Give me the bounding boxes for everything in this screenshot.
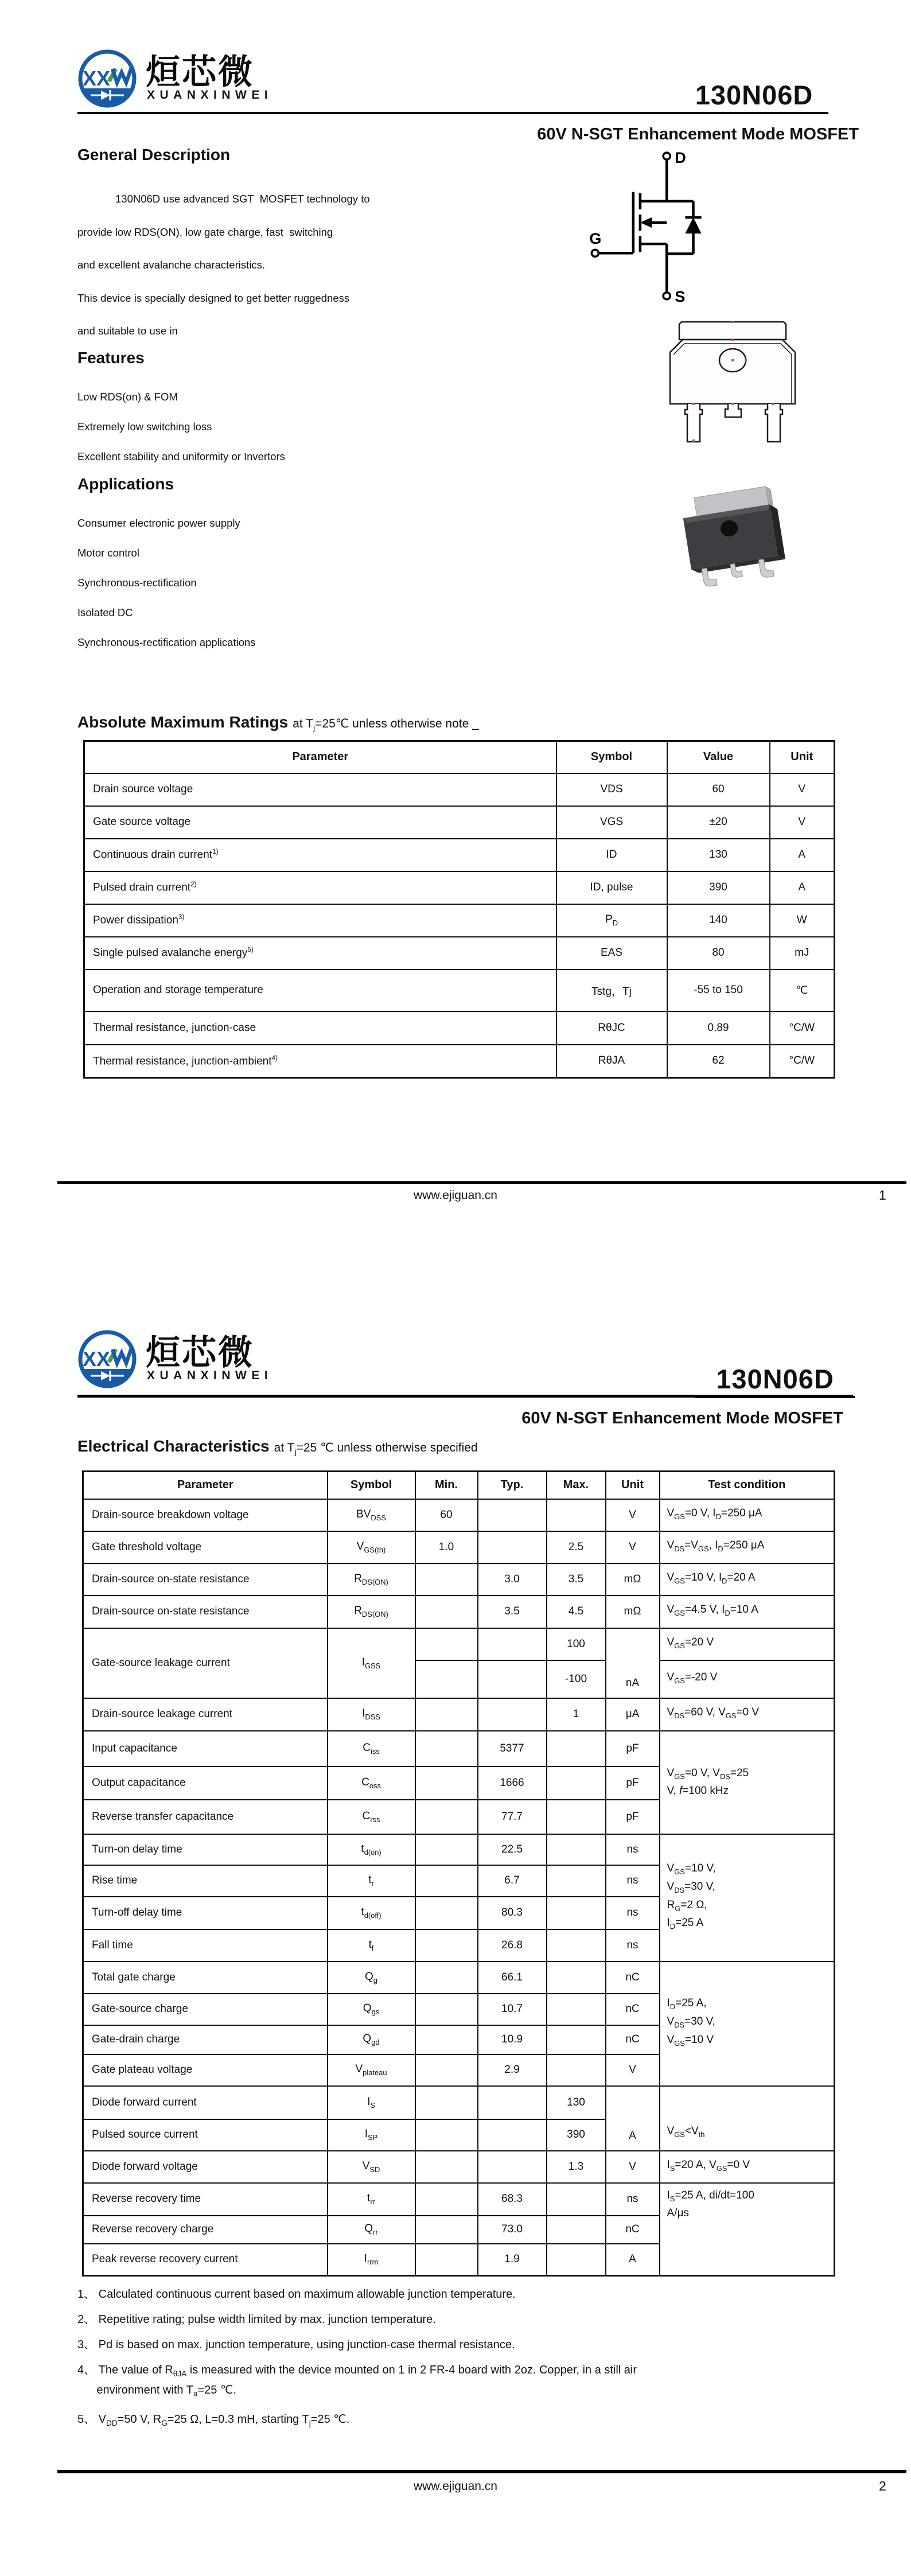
table-cell: °C/W [770, 1045, 835, 1078]
footer-rule-p1 [57, 1181, 906, 1184]
table-cell: A [606, 2244, 660, 2276]
table-cell: Drain-source on-state resistance [83, 1596, 328, 1628]
table-cell [478, 2119, 547, 2151]
note-item: 4、 The value of $R_{\theta JA}$ is measured with the device mounted on 1 in 2 FR-4 board with 2oz. Copper, in a still air environment with $T_a=25$ ℃. [77, 2364, 637, 2398]
drain-label: D [675, 149, 686, 167]
column-header: Value [667, 741, 770, 773]
table-cell: Drain-source on-state resistance [83, 1563, 328, 1596]
table-cell: Peak reverse recovery current [83, 2244, 328, 2276]
subtitle-p1: 60V N-SGT Enhancement Mode MOSFET [537, 125, 859, 143]
general-description-title: General Description [77, 146, 231, 164]
table-cell: VGS [556, 806, 667, 839]
table-cell: -55 to 150 [667, 970, 770, 1011]
elec-char-condition: at $T_j=25$ ℃ unless otherwise specified [274, 1441, 478, 1457]
column-header: Typ. [478, 1472, 547, 1499]
table-cell [547, 2244, 606, 2276]
table-row [84, 1045, 835, 1078]
table-cell: $C_{oss}$ [328, 1766, 415, 1800]
table-cell: ns [606, 1865, 660, 1897]
table-cell: Output capacitance [83, 1766, 328, 1800]
table-cell: $V_{GS}<V_{th}$ [660, 2086, 835, 2151]
table-cell [415, 1596, 478, 1628]
part-number-title-p2: 130N06D [695, 1363, 855, 1398]
table-row [83, 1499, 835, 1531]
table-cell: $V_{plateau}$ [328, 2054, 415, 2086]
table-cell: 4.5 [547, 1596, 606, 1628]
table-cell [547, 1766, 606, 1800]
table-cell [415, 2216, 478, 2244]
table-cell: 10.9 [478, 2025, 547, 2054]
table-cell [415, 1834, 478, 1865]
table-cell: pF [606, 1766, 660, 1800]
table-row [83, 1563, 835, 1596]
table-row [84, 773, 835, 806]
table-cell: pF [606, 1731, 660, 1766]
application-item: Synchronous-rectification [77, 577, 197, 589]
table-cell [415, 1766, 478, 1800]
table-cell: 68.3 [478, 2183, 547, 2216]
table-cell: $t_f$ [328, 1929, 415, 1962]
table-cell [478, 1628, 547, 1660]
table-cell: nA [606, 1628, 660, 1698]
table-row [84, 1011, 835, 1045]
general-description-paragraph [77, 182, 536, 348]
table-cell: 60 [415, 1499, 478, 1531]
table-cell: $V_{GS(th)}$ [328, 1531, 415, 1563]
table-cell: Continuous drain current$^{1)}$ [84, 839, 556, 871]
table-cell: $Q_{gd}$ [328, 2025, 415, 2054]
footer-url-p1: www.ejiguan.cn [414, 1189, 497, 1202]
table-cell: Thermal resistance, junction-ambient$^{4)}$ [84, 1045, 556, 1078]
table-cell [415, 1929, 478, 1962]
svg-text:XX: XX [83, 1347, 111, 1371]
table-row [83, 1596, 835, 1628]
table-cell [415, 1660, 478, 1698]
table-cell: $V_{GS}=20$ V [660, 1628, 835, 1660]
table-cell [478, 1698, 547, 1731]
table-cell: 1.9 [478, 2244, 547, 2276]
table-cell: nC [606, 1962, 660, 1994]
table-cell: $Q_g$ [328, 1962, 415, 1994]
paragraph-line: and excellent avalanche characteristics. [77, 259, 266, 271]
table-cell [547, 1897, 606, 1929]
table-cell: EAS [556, 937, 667, 970]
table-cell: Drain-source leakage current [83, 1698, 328, 1731]
table-cell [478, 1531, 547, 1563]
table-cell: 2.9 [478, 2054, 547, 2086]
feature-item: Excellent stability and uniformity or Invertors [77, 450, 285, 462]
package-3d-image [671, 484, 789, 602]
table-cell [415, 2119, 478, 2151]
paragraph-line: This device is specially designed to get better ruggedness [77, 291, 350, 304]
table-cell: $t_{d(off)}$ [328, 1897, 415, 1929]
table-cell: mJ [770, 937, 835, 970]
table-cell: Pulsed drain current$^{2)}$ [84, 871, 556, 904]
table-cell: 5377 [478, 1731, 547, 1766]
table-cell: Input capacitance [83, 1731, 328, 1766]
table-cell: 390 [667, 871, 770, 904]
table-cell: Thermal resistance, junction-case [84, 1011, 556, 1045]
table-cell: $Q_{gs}$ [328, 1994, 415, 2025]
table-row [84, 806, 835, 839]
table-cell [547, 2025, 606, 2054]
table-cell [415, 2244, 478, 2276]
table-cell: $t_r$ [328, 1865, 415, 1897]
table-cell: $P_D$ [556, 904, 667, 937]
paragraph-line: 130N06D use advanced SGT MOSFET technology to [115, 193, 370, 205]
footer-rule-p2 [57, 2470, 906, 2473]
table-cell: V [606, 2054, 660, 2086]
table-cell: 6.7 [478, 1865, 547, 1897]
page-number-p1: 1 [879, 1188, 886, 1203]
table-cell: $I_{DSS}$ [328, 1698, 415, 1731]
table-cell: Reverse recovery charge [83, 2216, 328, 2244]
table-cell: $Q_{rr}$ [328, 2216, 415, 2244]
abs-max-table [83, 740, 835, 1079]
table-cell: $I_{GSS}$ [328, 1628, 415, 1698]
column-header: Unit [606, 1472, 660, 1499]
column-header: Symbol [328, 1472, 415, 1499]
notes-list [77, 2286, 869, 2441]
table-cell: 1.0 [415, 1531, 478, 1563]
table-cell: pF [606, 1800, 660, 1834]
table-cell [415, 1962, 478, 1994]
table-cell: 2.5 [547, 1531, 606, 1563]
table-cell: Turn-on delay time [83, 1834, 328, 1865]
table-cell: A [606, 2086, 660, 2151]
table-cell: ns [606, 2183, 660, 2216]
table-cell: V [606, 2151, 660, 2183]
table-cell: $R_{DS(ON)}$ [328, 1563, 415, 1596]
table-cell: $V_{DS}=V_{GS}$, $I_D=250$ μA [660, 1531, 835, 1563]
table-cell: $V_{GS}=10$ V, $I_D=20$ A [660, 1563, 835, 1596]
table-cell [415, 1563, 478, 1596]
table-cell: 130 [667, 839, 770, 871]
table-row [84, 871, 835, 904]
table-cell [415, 1865, 478, 1897]
table-cell: $I_S=25$ A, di/dt=100 A/μs [660, 2183, 835, 2276]
table-row [83, 1962, 835, 1994]
table-cell [415, 2183, 478, 2216]
logo-mark-icon [76, 47, 139, 110]
table-cell [415, 2151, 478, 2183]
note-item: 2、 Repetitive rating; pulse width limited by max. junction temperature. [77, 2313, 436, 2326]
table-cell: μA [606, 1698, 660, 1731]
table-cell: $C_{rss}$ [328, 1800, 415, 1834]
table-cell: $I_{rrm}$ [328, 2244, 415, 2276]
note-item: 3、 Pd is based on max. junction temperature, using junction-case thermal resistance. [77, 2338, 515, 2351]
column-header: Parameter [84, 741, 556, 773]
mosfet-symbol-drawing [577, 147, 726, 314]
table-cell [547, 2216, 606, 2244]
table-cell: nC [606, 2025, 660, 2054]
table-cell: V [606, 1531, 660, 1563]
table-cell: Gate source voltage [84, 806, 556, 839]
table-cell: V [770, 773, 835, 806]
features-title: Features [77, 349, 145, 367]
applications-title: Applications [77, 475, 174, 493]
source-label: S [675, 287, 686, 305]
paragraph-line: provide low RDS(ON), low gate charge, fast switching [77, 225, 333, 238]
table-row [83, 1834, 835, 1865]
table-cell: mΩ [606, 1596, 660, 1628]
table-header-row [83, 1472, 835, 1499]
brand-name-en: XUANXINWEI [147, 1369, 273, 1382]
table-cell: VDS [556, 773, 667, 806]
table-cell [547, 2183, 606, 2216]
table-cell: 1.3 [547, 2151, 606, 2183]
table-row [84, 937, 835, 970]
table-cell: $t_{rr}$ [328, 2183, 415, 2216]
table-cell: ID [556, 839, 667, 871]
table-cell: Single pulsed avalanche energy$^{5)}$ [84, 937, 556, 970]
table-cell: Gate threshold voltage [83, 1531, 328, 1563]
brand-name-cn: 烜芯微 [146, 1333, 254, 1372]
table-cell: Turn-off delay time [83, 1897, 328, 1929]
table-row [83, 1628, 835, 1660]
table-row [84, 970, 835, 1011]
table-cell: A [770, 839, 835, 871]
table-cell: $V_{SD}$ [328, 2151, 415, 2183]
table-cell [547, 1834, 606, 1865]
table-cell: 1666 [478, 1766, 547, 1800]
package-outline-drawing [659, 319, 807, 464]
table-cell [415, 2054, 478, 2086]
table-row [83, 1731, 835, 1766]
column-header: Test condition [660, 1472, 835, 1499]
table-cell: $V_{GS}=0$ V, $I_D=250$ μA [660, 1499, 835, 1531]
table-cell: $V_{GS}=4.5$ V, $I_D=10$ A [660, 1596, 835, 1628]
header-rule-p2 [77, 1395, 853, 1398]
table-row [83, 2183, 835, 2216]
table-cell: Fall time [83, 1929, 328, 1962]
application-item: Synchronous-rectification applications [77, 636, 256, 648]
table-cell: W [770, 904, 835, 937]
table-cell [547, 1800, 606, 1834]
table-cell: Drain-source breakdown voltage [83, 1499, 328, 1531]
table-cell: 22.5 [478, 1834, 547, 1865]
table-cell: 1 [547, 1698, 606, 1731]
table-cell: 3.5 [478, 1596, 547, 1628]
table-row [84, 904, 835, 937]
table-cell: $V_{GS}=0$ V, $V_{DS}=25$ V, f=100 kHz [660, 1731, 835, 1834]
table-cell: $C_{iss}$ [328, 1731, 415, 1766]
footer-url-p2: www.ejiguan.cn [414, 2480, 497, 2493]
table-cell: ±20 [667, 806, 770, 839]
table-cell [415, 2025, 478, 2054]
table-cell: 10.7 [478, 1994, 547, 2025]
table-cell: $t_{d(on)}$ [328, 1834, 415, 1865]
column-header: Parameter [83, 1472, 328, 1499]
table-cell: $V_{GS}=10$ V, $V_{DS}=30$ V, $R_G=2$ Ω, $I_D=25$ A [660, 1834, 835, 1962]
table-cell [547, 2054, 606, 2086]
table-row [83, 1698, 835, 1731]
table-cell: Reverse transfer capacitance [83, 1800, 328, 1834]
table-cell [415, 1698, 478, 1731]
table-cell: 100 [547, 1628, 606, 1660]
table-cell: $V_{GS}=-20$ V [660, 1660, 835, 1698]
table-cell: 62 [667, 1045, 770, 1078]
table-cell [478, 1499, 547, 1531]
abs-max-title: Absolute Maximum Ratings [77, 713, 289, 731]
table-cell [415, 1897, 478, 1929]
abs-max-heading [77, 713, 479, 733]
table-cell: 73.0 [478, 2216, 547, 2244]
table-cell [478, 2086, 547, 2119]
table-cell: $I_{SP}$ [328, 2119, 415, 2151]
brand-name-en: XUANXINWEI [147, 88, 273, 102]
table-cell: 60 [667, 773, 770, 806]
table-cell: $I_D=25$ A, $V_{DS}=30$ V, $V_{GS}=10$ V [660, 1962, 835, 2086]
table-cell [415, 2086, 478, 2119]
note-item: 1、 Calculated continuous current based on maximum allowable junction temperature. [77, 2288, 516, 2301]
table-cell: $BV_{DSS}$ [328, 1499, 415, 1531]
table-header-row [84, 741, 835, 773]
subtitle-p2: 60V N-SGT Enhancement Mode MOSFET [521, 1409, 843, 1427]
table-cell: RθJC [556, 1011, 667, 1045]
elec-char-title: Electrical Characteristics [77, 1437, 270, 1455]
table-cell: V [770, 806, 835, 839]
table-cell [415, 1731, 478, 1766]
features-list [77, 382, 285, 472]
table-cell: 3.5 [547, 1563, 606, 1596]
paragraph-line: and suitable to use in [77, 325, 178, 337]
column-header: Max. [547, 1472, 606, 1499]
column-header: Unit [770, 741, 835, 773]
table-cell: 77.7 [478, 1800, 547, 1834]
table-cell: $R_{DS(ON)}$ [328, 1596, 415, 1628]
table-cell [547, 1962, 606, 1994]
table-cell: 390 [547, 2119, 606, 2151]
column-header: Symbol [556, 741, 667, 773]
table-cell: Rise time [83, 1865, 328, 1897]
table-cell: ℃ [770, 970, 835, 1011]
note-item: 5、 $V_{DD}=50$ V, $R_G=25$ Ω, L=0.3 mH, starting $T_j=25$ ℃. [77, 2413, 350, 2427]
table-cell [415, 1628, 478, 1660]
table-cell: RθJA [556, 1045, 667, 1078]
table-cell: Drain source voltage [84, 773, 556, 806]
applications-list [77, 508, 256, 657]
table-cell: °C/W [770, 1011, 835, 1045]
table-cell: 26.8 [478, 1929, 547, 1962]
table-cell [547, 1499, 606, 1531]
table-cell: Operation and storage temperature [84, 970, 556, 1011]
table-cell: $I_S$ [328, 2086, 415, 2119]
table-cell: 130 [547, 2086, 606, 2119]
table-cell: nC [606, 1994, 660, 2025]
table-cell: 0.89 [667, 1011, 770, 1045]
abs-max-condition: at $T_j=25℃$ unless otherwise note _ [293, 717, 479, 733]
application-item: Motor control [77, 547, 139, 559]
table-cell [547, 1994, 606, 2025]
elec-char-table [82, 1470, 835, 2277]
gate-label: G [589, 229, 602, 248]
table-cell: ns [606, 1897, 660, 1929]
table-cell: Diode forward voltage [83, 2151, 328, 2183]
feature-item: Extremely low switching loss [77, 421, 212, 433]
table-cell: Pulsed source current [83, 2119, 328, 2151]
brand-name-cn: 烜芯微 [146, 53, 254, 91]
table-cell [547, 1929, 606, 1962]
table-cell: 80 [667, 937, 770, 970]
table-cell: 66.1 [478, 1962, 547, 1994]
table-cell: mΩ [606, 1563, 660, 1596]
table-cell: ns [606, 1834, 660, 1865]
table-cell: Gate-source leakage current [83, 1628, 328, 1698]
table-cell: $I_S=20$ A, $V_{GS}=0$ V [660, 2151, 835, 2183]
table-cell: V [606, 1499, 660, 1531]
table-cell: 80.3 [478, 1897, 547, 1929]
table-cell: Tstg，Tj [556, 970, 667, 1011]
application-item: Isolated DC [77, 606, 133, 618]
table-cell [478, 1660, 547, 1698]
part-number-title-p1: 130N06D [680, 79, 828, 114]
table-row [83, 2151, 835, 2183]
table-cell: Gate-drain charge [83, 2025, 328, 2054]
feature-item: Low RDS(on) & FOM [77, 391, 178, 403]
logo-mark-icon [76, 1328, 139, 1391]
table-cell: ns [606, 1929, 660, 1962]
table-cell: 3.0 [478, 1563, 547, 1596]
table-cell: ID, pulse [556, 871, 667, 904]
application-item: Consumer electronic power supply [77, 517, 240, 529]
table-cell [415, 1800, 478, 1834]
table-cell: Gate plateau voltage [83, 2054, 328, 2086]
table-cell: Power dissipation$^{3)}$ [84, 904, 556, 937]
elec-char-heading [77, 1437, 478, 1457]
svg-text:XX: XX [83, 67, 111, 90]
table-row [83, 1531, 835, 1563]
table-cell: A [770, 871, 835, 904]
table-cell [478, 2151, 547, 2183]
table-cell: $V_{DS}=60$ V, $V_{GS}=0$ V [660, 1698, 835, 1731]
table-cell: nC [606, 2216, 660, 2244]
table-cell: Reverse recovery time [83, 2183, 328, 2216]
table-row [84, 839, 835, 871]
table-cell [547, 1731, 606, 1766]
column-header: Min. [415, 1472, 478, 1499]
company-logo [76, 47, 305, 111]
table-cell [415, 1994, 478, 2025]
table-cell: -100 [547, 1660, 606, 1698]
table-cell: Diode forward current [83, 2086, 328, 2119]
table-row [83, 2086, 835, 2119]
table-cell: 140 [667, 904, 770, 937]
company-logo-p2 [76, 1328, 305, 1392]
page-number-p2: 2 [879, 2478, 886, 2493]
table-cell: Gate-source charge [83, 1994, 328, 2025]
header-rule-p1 [77, 112, 725, 114]
table-cell [547, 1865, 606, 1897]
table-cell: Total gate charge [83, 1962, 328, 1994]
